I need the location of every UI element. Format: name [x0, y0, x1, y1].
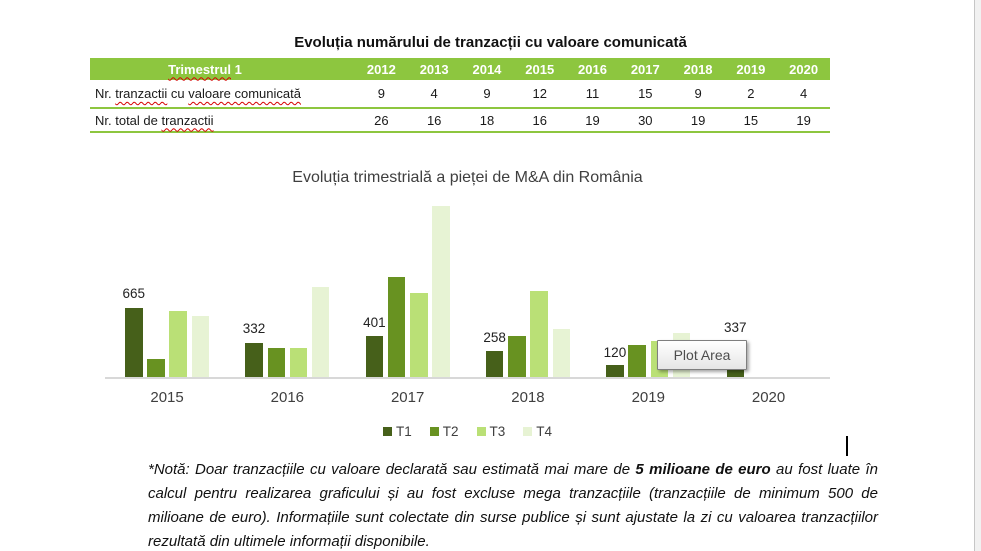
value-cell[interactable]: 9 — [377, 86, 385, 101]
data-label: 332 — [242, 321, 266, 336]
data-label: 258 — [483, 330, 506, 345]
year-header-cell[interactable]: 2012 — [366, 61, 396, 77]
value-cell[interactable]: 16 — [426, 112, 442, 128]
table-body — [90, 80, 830, 133]
bar-2016-T1[interactable] — [245, 343, 263, 378]
data-label: 665 — [122, 286, 146, 301]
legend-label: T1 — [395, 424, 412, 439]
legend-item-T3[interactable] — [477, 424, 506, 439]
bar-2017-T4[interactable] — [432, 206, 450, 378]
value-cell[interactable]: 9 — [483, 86, 491, 101]
bar-2017-T1[interactable] — [366, 336, 384, 378]
bar-2016-T3[interactable] — [290, 348, 308, 378]
plot-area-tooltip — [657, 340, 747, 370]
data-label: 401 — [363, 315, 386, 330]
data-label: 120 — [603, 345, 627, 360]
legend-item-T4[interactable] — [523, 424, 552, 439]
year-header-cell[interactable]: 2013 — [419, 61, 449, 77]
axis-label-2018: 2018 — [511, 389, 545, 406]
table-header-label — [90, 62, 355, 77]
value-cell[interactable]: 16 — [532, 112, 547, 128]
table-title: Evoluția numărului de tranzacții cu valoare comunicată — [294, 34, 687, 51]
bar-2015-T1[interactable] — [125, 308, 143, 378]
bar-2016-T4[interactable] — [312, 287, 330, 378]
year-header-cell[interactable]: 2016 — [578, 61, 607, 77]
bar-2016-T2[interactable] — [268, 348, 286, 378]
bar-2015-T3[interactable] — [169, 311, 187, 378]
misspelled-word: valoare comunicată — [188, 86, 301, 101]
chart-title[interactable]: Evoluția trimestrială a pieței de M&A din România — [292, 169, 643, 186]
value-cell[interactable]: 18 — [479, 112, 495, 128]
legend-swatch-icon — [523, 427, 532, 436]
value-cell[interactable]: 4 — [430, 86, 438, 101]
legend-swatch-icon — [430, 427, 439, 436]
legend-swatch-icon — [477, 427, 486, 436]
bar-2015-T2[interactable] — [147, 359, 165, 378]
legend-swatch-icon — [383, 427, 392, 436]
value-cell[interactable]: 19 — [585, 112, 600, 128]
value-cell[interactable]: 15 — [638, 86, 653, 101]
row-label — [90, 113, 355, 128]
x-axis-labels — [0, 389, 981, 407]
legend-item-T1[interactable] — [383, 424, 412, 439]
value-cell[interactable]: 4 — [800, 86, 808, 101]
label-text: Nr. — [95, 86, 116, 101]
table-row — [90, 80, 830, 109]
value-cell[interactable]: 15 — [743, 112, 759, 128]
axis-label-2015: 2015 — [150, 389, 184, 406]
chart-plot-area[interactable] — [0, 190, 981, 378]
row-label — [90, 86, 355, 101]
footnote-text-start: *Notă: Doar tranzacțiile cu valoare declarată sau estimată mai mare de — [148, 461, 636, 478]
x-axis-line — [105, 377, 830, 379]
year-header-cell[interactable]: 2019 — [736, 61, 766, 77]
table-row — [90, 109, 830, 133]
value-cell[interactable]: 12 — [532, 86, 547, 101]
bar-2018-T1[interactable] — [486, 351, 504, 378]
bar-2018-T3[interactable] — [530, 291, 548, 378]
value-cell[interactable]: 11 — [585, 86, 600, 101]
value-cell[interactable]: 19 — [796, 112, 811, 128]
value-cell[interactable]: 30 — [638, 112, 653, 128]
misspelled-word: Trimestrul — [168, 61, 231, 77]
misspelled-word: tranzactii — [161, 112, 214, 128]
legend-label: T4 — [536, 424, 553, 439]
label-text: cu — [167, 86, 189, 101]
axis-label-2017: 2017 — [390, 389, 425, 406]
bar-2017-T3[interactable] — [410, 293, 428, 378]
year-header-cell[interactable]: 2020 — [789, 61, 819, 77]
tooltip-label: Plot Area — [673, 347, 731, 363]
label-text: 1 — [231, 61, 242, 77]
year-header-cell[interactable]: 2014 — [472, 61, 502, 77]
value-cell[interactable]: 9 — [694, 86, 702, 101]
footnote-bold-text: 5 milioane de euro — [635, 461, 771, 478]
axis-label-2020: 2020 — [751, 389, 786, 406]
scrollbar-track[interactable] — [974, 0, 981, 551]
summary-table — [90, 58, 830, 133]
misspelled-word: tranzactii — [115, 86, 168, 101]
text-cursor — [846, 436, 848, 456]
bar-2015-T4[interactable] — [192, 316, 210, 378]
data-label: 337 — [723, 320, 747, 335]
bar-2018-T4[interactable] — [553, 329, 571, 378]
value-cell[interactable]: 26 — [374, 112, 389, 128]
footnote-text-end: au fost luate în calcul pentru realizarea graficului și au fost excluse mega tranzacțiile (tranzacțiile de minimum 500 de milioane de euro). Informațiile sunt colectate din surse publice și sunt ajustate la zi cu valoarea tranzacțiilor rezultată din ultimele informații disponibile. — [148, 461, 878, 550]
legend-item-T2[interactable] — [430, 424, 459, 439]
value-cell[interactable]: 2 — [747, 86, 755, 101]
value-cell[interactable]: 19 — [690, 112, 706, 128]
legend-label: T3 — [489, 424, 506, 439]
chart-legend[interactable] — [105, 424, 830, 439]
year-header-cell[interactable]: 2017 — [630, 61, 660, 77]
year-header-cell[interactable]: 2015 — [525, 61, 555, 77]
label-text: Nr. total de — [95, 112, 162, 128]
axis-label-2019: 2019 — [631, 389, 665, 406]
footnote — [148, 458, 878, 551]
legend-label: T2 — [442, 424, 459, 439]
table-header-row[interactable] — [90, 58, 830, 80]
axis-label-2016: 2016 — [270, 389, 305, 406]
year-header-cell[interactable]: 2018 — [683, 61, 713, 77]
